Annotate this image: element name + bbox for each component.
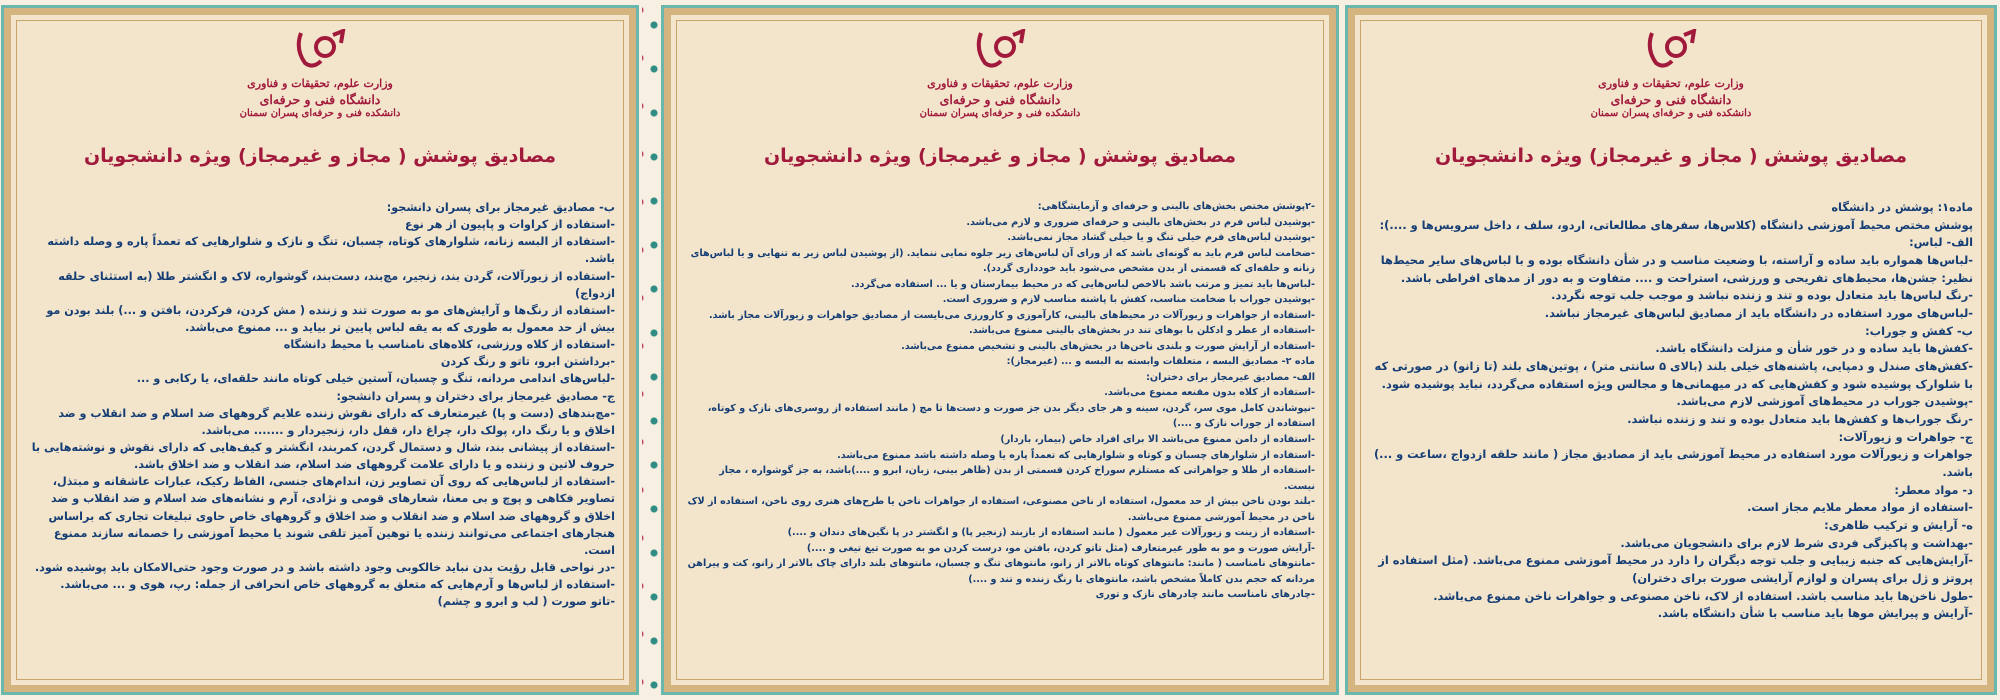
university-logo-icon bbox=[973, 29, 1027, 71]
logo-text-faculty: دانشکده فنی و حرفه‌ای پسران سمنان bbox=[239, 108, 401, 119]
rule-line: الف- مصادیق غیرمجاز برای دختران: bbox=[1146, 371, 1315, 383]
rule-line: -در نواحی قابل رؤیت بدن نباید خالکوبی وجود داشته باشد و در صورت وجود حتی‌الامکان باید پوشیده شود. bbox=[34, 560, 615, 574]
rule-line: -استفاده از عطر و ادکلن با بوهای تند در بخش‌های بالینی ممنوع می‌باشد. bbox=[969, 325, 1315, 337]
rule-line: ب- کفش و جوراب: bbox=[1865, 323, 1973, 338]
rule-line: -بلند بودن ناخن بیش از حد معمول، استفاده از ناخن مصنوعی، استفاده از جواهرات ناخن یا طرح‌های هنری روی ناخن، استفاده از لاک ناخن در محیط آموزشی ممنوع می‌باشد. bbox=[687, 496, 1315, 523]
logo-text-ministry: وزارت علوم، تحقیقات و فناوری bbox=[247, 77, 393, 90]
rule-line: -۲پوشش مختص بخش‌های بالینی و حرفه‌ای و آزمایشگاهی: bbox=[1037, 201, 1315, 212]
rule-line: -استفاده از کلاه بدون مقنعه ممنوع می‌باشد. bbox=[1104, 387, 1315, 399]
rule-line: -مچ‌بندهای (دست و پا) غیرمتعارف که دارای نقوش زننده علایم گروههای ضد اسلام و ضد انقلاب و ضد اخلاق و یا رنگ دار، پولک دار، چراغ دار، قفل دار، زنجیردار و ....... می‌باشد. bbox=[58, 406, 615, 437]
university-logo-icon bbox=[293, 29, 347, 71]
page-title: مصادیق پوشش ( مجاز و غیرمجاز) ویژه دانشجویان bbox=[83, 145, 557, 167]
rule-line: -لباس‌ها باید تمیز و مرتب باشد بالاخص لباس‌هایی که در محیط بیمارستان و یا ... استفاده می‌گردد. bbox=[850, 278, 1315, 290]
rule-line: -استفاده از دامن ممنوع می‌باشد الا برای افراد خاص (بیمار، باردار) bbox=[1000, 433, 1315, 445]
university-logo-icon bbox=[1644, 29, 1698, 71]
rule-line: -رنگ جوراب‌ها و کفش‌ها باید متعادل بوده و تند و زننده نباشد. bbox=[1627, 412, 1973, 427]
logo-text-university: دانشگاه فنی و حرفه‌ای bbox=[1610, 92, 1732, 107]
rule-line: جواهرات و زیورآلات مورد استفاده در محیط آموزشی باید از مصادیق مجاز ( مانند حلقه ازدواج ،ساعت و ...) باشد. bbox=[1373, 447, 1973, 480]
rule-line: -کفش‌ها باید ساده و در خور شأن و منزلت دانشگاه باشد. bbox=[1655, 341, 1973, 356]
logo-text-faculty: دانشکده فنی و حرفه‌ای پسران سمنان bbox=[919, 108, 1081, 119]
rule-line: -پوشیدن جوراب با ضخامت مناسب، کفش با پاشنه مناسب لازم و ضروری است. bbox=[942, 294, 1315, 306]
rule-line: -تاتو صورت ( لب و ابرو و چشم) bbox=[437, 595, 615, 609]
rule-line: -لباس‌ها همواره باید ساده و آراسته، با وضعیت مناسب و در شأن دانشگاه بوده و با لباس‌های سایر محیط‌ها نظیر: جشن‌ها، محیط‌های تفریحی و ورزشی، استراحت و .... متفاوت و به دور از مدهای افراطی باشد. bbox=[1380, 253, 1973, 285]
rule-line: -نپوشاندن کامل موی سر، گردن، سینه و هر جای دیگر بدن جز صورت و دست‌ها تا مچ ( مانند استفاده از روسری‌های نازک و کوتاه، استفاده از جوراب نازک و ....) bbox=[707, 402, 1315, 430]
panel-body-text bbox=[25, 199, 615, 610]
rule-line: -بهداشت و پاکیزگی فردی شرط لازم برای دانشجویان می‌باشد. bbox=[1620, 535, 1973, 550]
rule-line: -لباس‌های مورد استفاده در دانشگاه باید از مصادیق لباس‌های غیرمجاز نباشد. bbox=[1544, 306, 1973, 321]
logo-text-faculty: دانشکده فنی و حرفه‌ای پسران سمنان bbox=[1590, 108, 1752, 119]
rule-line: الف- لباس: bbox=[1909, 235, 1973, 250]
rule-line: -کفش‌های صندل و دمپایی، پاشنه‌های خیلی بلند (بالای ۵ سانتی متر) ، پوتین‌های بلند (تا زانو) در صورتی که با شلوارک پوشیده شود و کفش‌هایی که در میهمانی‌ها و مجالس ویژه استفاده می‌گردد، نباید پوشیده شود. bbox=[1374, 359, 1973, 391]
rule-line: -استفاده از جواهرات و زیورآلات در محیط‌های بالینی، کارآموزی و کارورزی می‌بایست از مصادیق جواهرات و زیورآلات مجاز باشد. bbox=[709, 309, 1315, 321]
rule-line: -طول ناخن‌ها باید مناسب باشد. استفاده از لاک، ناخن مصنوعی و جواهرات ناخن ممنوع می‌باشد. bbox=[1433, 588, 1973, 603]
rule-line: -استفاده از مواد معطر ملایم مجاز است. bbox=[1747, 500, 1973, 515]
rule-line: ب- مصادیق غیرمجاز برای پسران دانشجو: bbox=[386, 201, 615, 214]
rule-line: -استفاده از زیورآلات، گردن بند، زنجیر، مچ‌بند، دست‌بند، گوشواره، لاک و انگشتر طلا (به استثنای حلقه ازدواج) bbox=[58, 269, 615, 300]
rule-line: -آرایش صورت و مو به طور غیرمتعارف (مثل تاتو کردن، بافتن مو، درست کردن مو به صورت تیغ تیغی و ....) bbox=[806, 542, 1315, 554]
rule-line: -استفاده از زینت و زیورآلات غیر معمول ( مانند استفاده از بازبند (زنجیر پا) و انگشتر در پا نگین‌های دندان و ....) bbox=[787, 527, 1315, 539]
rule-line: -استفاده از البسه زنانه، شلوارهای کوتاه، چسبان، تنگ و نازک و شلوارهایی که تعمداً پاره و وصله داشته باشد. bbox=[47, 235, 615, 266]
rule-line: ماده۱: پوشش در دانشگاه bbox=[1831, 200, 1973, 214]
rule-line: -ضخامت لباس فرم باید به گونه‌ای باشد که از ورای آن لباس‌های زیر جلوه نمایی ننماید. (از پوشیدن لباس زیر به تنهایی و یا لباس‌های زنانه و حلقه‌ای که قسمتی از بدن مشخص می‌شود باید خودداری گردد). bbox=[690, 247, 1315, 275]
logo-text-university: دانشگاه فنی و حرفه‌ای bbox=[259, 92, 381, 107]
logo-text-ministry: وزارت علوم، تحقیقات و فناوری bbox=[1598, 77, 1744, 90]
panel-body-text bbox=[1369, 199, 1973, 623]
rule-line: -پوشیدن لباس فرم در بخش‌های بالینی و حرفه‌ای ضروری و لازم می‌باشد. bbox=[966, 216, 1315, 228]
rule-line: -استفاده از طلا و جواهراتی که مستلزم سوراخ کردن قسمتی از بدن (ظاهر بینی، زبان، ابرو و ....)باشد، به جز گوشواره ، مجاز نیست. bbox=[719, 465, 1315, 492]
rule-line: -چادرهای نامناسب مانند چادرهای نازک و توری bbox=[1095, 589, 1315, 601]
rule-line: ه- آرایش و ترکیب ظاهری: bbox=[1824, 518, 1973, 533]
rule-line: ج- مصادیق غیرمجاز برای دختران و پسران دانشجو: bbox=[336, 389, 615, 403]
rule-line: -لباس‌های اندامی مردانه، تنگ و چسبان، آستین خیلی کوتاه مانند حلقه‌ای، یا رکابی و ... bbox=[136, 372, 615, 386]
panel-clinical-girls bbox=[664, 8, 1336, 692]
logo-text-ministry: وزارت علوم، تحقیقات و فناوری bbox=[927, 77, 1073, 90]
rule-line: -آرایش و پیرایش موها باید مناسب با شأن دانشگاه باشد. bbox=[1657, 606, 1973, 621]
rule-line: -استفاده از پیشانی بند، شال و دستمال گردن، کمربند، انگشتر و کیف‌هایی که دارای نقوش و نوشته‌هایی با حروف لاتین و زننده و یا دارای علامت گروههای ضد اسلام، ضد انقلاب و ضد اخلاق باشد. bbox=[31, 440, 615, 472]
page-title: مصادیق پوشش ( مجاز و غیرمجاز) ویژه دانشجویان bbox=[1434, 145, 1908, 167]
rule-line: -استفاده از رنگ‌ها و آرایش‌های مو به صورت تند و زننده ( مش کردن، فرکردن، بافتن و ...) بلند بودن مو بیش از حد معمول به طوری که به یقه لباس پایین تر بیاید و ... ممنوع می‌باشد. bbox=[46, 303, 615, 334]
rule-line: ماده ۲- مصادیق البسه ، متعلقات وابسته به البسه و ... (غیرمجاز): bbox=[1006, 356, 1315, 368]
page-title: مصادیق پوشش ( مجاز و غیرمجاز) ویژه دانشجویان bbox=[763, 145, 1237, 167]
panel-body-text bbox=[685, 199, 1315, 603]
rule-line: -استفاده از لباس‌ها و آرم‌هایی که متعلق به گروههای خاص انحرافی از جمله: رپ، هوی و ... می‌باشد. bbox=[60, 578, 615, 592]
rule-line: -استفاده از لباس‌هایی که روی آن تصاویر زن، اندام‌های جنسی، الفاظ رکیک، عبارات عاشقانه و مبتذل، تصاویر فکاهی و پوچ و بی معنا، شعارهای قومی و نژادی، آرم و نشانه‌های ضد اسلام و ضد انقلاب و ضد اخلاق و گروههای ضد اسلام و ضد انقلاب و ضد اخلاق و گروههای خاص حاوی تبلیغات تجاری که براساس هنجارهای اجتماعی می‌توانند زننده یا توهین آمیز تلقی شوند یا محیط آموزشی را خصمانه سازند ممنوع است. bbox=[48, 475, 615, 557]
logo-text-university: دانشگاه فنی و حرفه‌ای bbox=[939, 92, 1061, 107]
rule-line: -پوشیدن جوراب در محیط‌های آموزشی لازم می‌باشد. bbox=[1676, 394, 1973, 409]
rule-line: -استفاده از آرایش صورت و بلندی ناخن‌ها در بخش‌های بالینی و تشخیص ممنوع می‌باشد. bbox=[901, 340, 1315, 352]
rule-line: پوشش مختص محیط آموزشی دانشگاه (کلاس‌ها، سفرهای مطالعاتی، اردو، سلف ، داخل سرویس‌ها و ....): bbox=[1379, 217, 1973, 232]
rule-line: ج- جواهرات و زیورآلات: bbox=[1838, 429, 1973, 444]
rule-line: -پوشیدن لباس‌های فرم خیلی تنگ و یا خیلی گشاد مجاز نمی‌باشد. bbox=[1007, 232, 1315, 244]
rule-line: -رنگ لباس‌ها باید متعادل بوده و تند و زننده نباشد و موجب جلب توجه نگردد. bbox=[1551, 288, 1973, 303]
rule-line: -برداشتن ابرو، تاتو و رنگ کردن bbox=[440, 355, 615, 369]
rule-line: -استفاده از کراوات و پاپیون از هر نوع bbox=[404, 218, 615, 232]
panel-boys-prohibited bbox=[4, 8, 636, 692]
rule-line: -استفاده از کلاه ورزشی، کلاه‌های نامناسب با محیط دانشگاه bbox=[283, 338, 615, 352]
rule-line: -مانتوهای نامناسب ( مانند: مانتوهای کوتاه بالاتر از زانو، مانتوهای تنگ و چسبان، مانتوهای بلند دارای چاک بالاتر از زانو، کت و پیراهن مردانه که حجم بدن کاملاً مشخص باشد، مانتوهای با رنگ زننده و تند و ....) bbox=[687, 558, 1315, 585]
panel-general-rules bbox=[1348, 8, 1994, 692]
rule-line: -آرایش‌هایی که جنبه زیبایی و جلب توجه دیگران را دارد در محیط آموزشی ممنوع می‌باشد. (مثل استفاده از پروتز و ژل برای پسران و لوازم آرایشی صورت برای دختران) bbox=[1378, 553, 1973, 586]
rule-line: -استفاده از شلوارهای چسبان و کوتاه و شلوارهایی که تعمداً پاره یا وصله داشته باشد ممنوع می‌باشد. bbox=[837, 449, 1315, 461]
rule-line: د- مواد معطر: bbox=[1894, 482, 1973, 497]
